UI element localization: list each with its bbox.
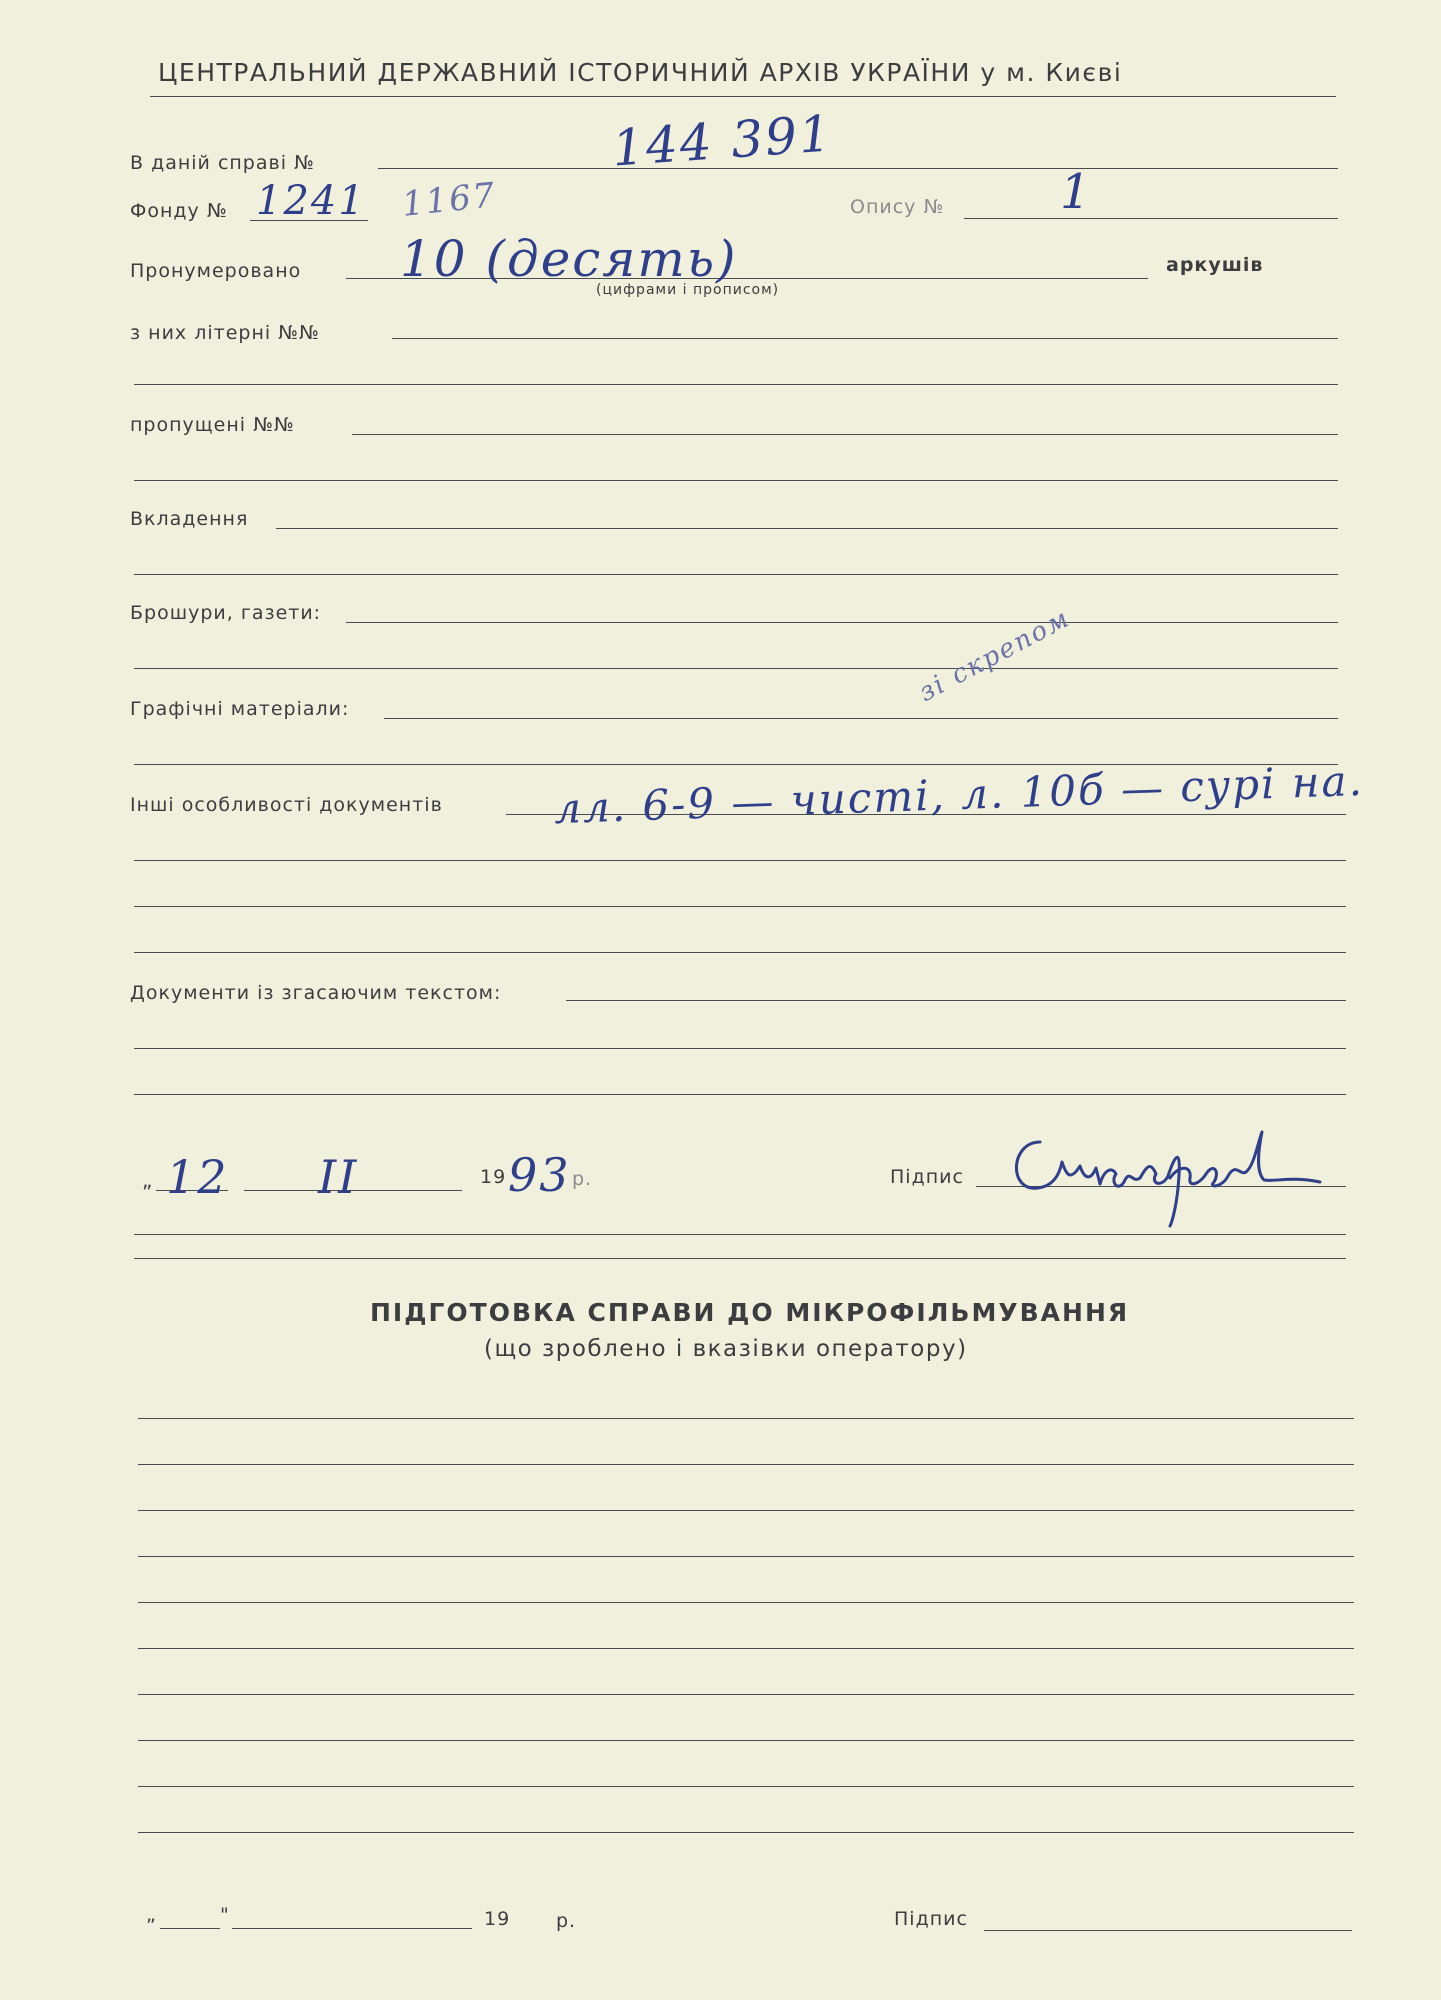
microfilm-date-suffix: р.: [556, 1910, 577, 1932]
microfilm-line-8: [138, 1740, 1354, 1741]
fond-value: 1241: [256, 178, 366, 224]
numbered-hint: (цифрами і прописом): [596, 282, 780, 298]
letter-numbers-line: [392, 338, 1338, 339]
microfilm-line-10: [138, 1832, 1354, 1833]
date-suffix: р.: [572, 1168, 593, 1190]
graphics-label: Графічні матеріали:: [130, 698, 350, 720]
letter-numbers-label: з них літерні №№: [130, 322, 320, 344]
microfilm-date-quote-close: ": [220, 1904, 230, 1926]
faded-docs-label: Документи із згасаючим текстом:: [130, 982, 502, 1004]
case-number-line: [378, 168, 1338, 169]
other-features-line-2: [134, 860, 1346, 861]
microfilm-line-6: [138, 1648, 1354, 1649]
microfilm-line-9: [138, 1786, 1354, 1787]
other-features-line-4: [134, 952, 1346, 953]
faded-docs-line: [566, 1000, 1346, 1001]
opys-line: [964, 218, 1338, 219]
microfilm-signature-label: Підпис: [894, 1908, 968, 1930]
brochures-label: Брошури, газети:: [130, 602, 322, 624]
faded-docs-line-2: [134, 1048, 1346, 1049]
opys-value: 1: [1060, 164, 1093, 220]
other-insert-note: зі скрепом: [913, 603, 1076, 708]
other-features-label: Інші особливості документів: [130, 794, 443, 816]
attachments-line-2: [134, 574, 1338, 575]
header-rule: [150, 96, 1336, 97]
microfilm-line-4: [138, 1556, 1354, 1557]
case-number-label: В даній справі №: [130, 152, 315, 174]
case-number-value: 144 391: [610, 104, 835, 178]
letter-numbers-line-2: [134, 384, 1338, 385]
numbered-unit: аркушів: [1166, 254, 1264, 276]
attachments-line: [276, 528, 1338, 529]
microfilm-date-day-line: [160, 1928, 220, 1929]
microfilm-date-quote: „: [146, 1904, 157, 1926]
signature-value: [1020, 1194, 1036, 1195]
section-divider-2: [134, 1258, 1346, 1259]
microfilm-subtitle: (що зроблено і вказівки оператору): [484, 1336, 968, 1362]
date-year-prefix: 19: [480, 1166, 507, 1188]
signature-label: Підпис: [890, 1166, 964, 1188]
skipped-numbers-line-2: [134, 480, 1338, 481]
fond-label: Фонду №: [130, 200, 228, 222]
date-day-value: 12: [166, 1150, 229, 1204]
handwritten-signature: [1000, 1122, 1330, 1232]
numbered-value: 10 (десять): [400, 230, 738, 288]
numbered-label: Пронумеровано: [130, 260, 302, 282]
skipped-numbers-line: [352, 434, 1338, 435]
microfilm-signature-line: [984, 1930, 1352, 1931]
fond-alt-value: 1167: [400, 175, 499, 225]
microfilm-line-5: [138, 1602, 1354, 1603]
microfilm-line-2: [138, 1464, 1354, 1465]
opys-label: Опису №: [850, 196, 945, 218]
skipped-numbers-label: пропущені №№: [130, 414, 295, 436]
brochures-line-2: [134, 668, 1338, 669]
other-features-value: лл. 6-9 — чисті, л. 10б — сурі на.: [553, 755, 1365, 834]
other-features-line-3: [134, 906, 1346, 907]
microfilm-line-7: [138, 1694, 1354, 1695]
microfilm-title: ПІДГОТОВКА СПРАВИ ДО МІКРОФІЛЬМУВАННЯ: [370, 1298, 1130, 1327]
microfilm-date-month-line: [232, 1928, 472, 1929]
archive-header-title: ЦЕНТРАЛЬНИЙ ДЕРЖАВНИЙ ІСТОРИЧНИЙ АРХІВ УКРАЇНИ у м. Києві: [158, 58, 1123, 87]
microfilm-line-1: [138, 1418, 1354, 1419]
date-month-value: II: [318, 1150, 359, 1204]
brochures-line: [346, 622, 1338, 623]
microfilm-date-year-prefix: 19: [484, 1908, 511, 1930]
section-divider-1: [134, 1234, 1346, 1235]
microfilm-line-3: [138, 1510, 1354, 1511]
date-year-value: 93: [508, 1148, 571, 1202]
graphics-line: [384, 718, 1338, 719]
date-open-quote: „: [142, 1168, 154, 1192]
faded-docs-line-3: [134, 1094, 1346, 1095]
attachments-label: Вкладення: [130, 508, 249, 530]
